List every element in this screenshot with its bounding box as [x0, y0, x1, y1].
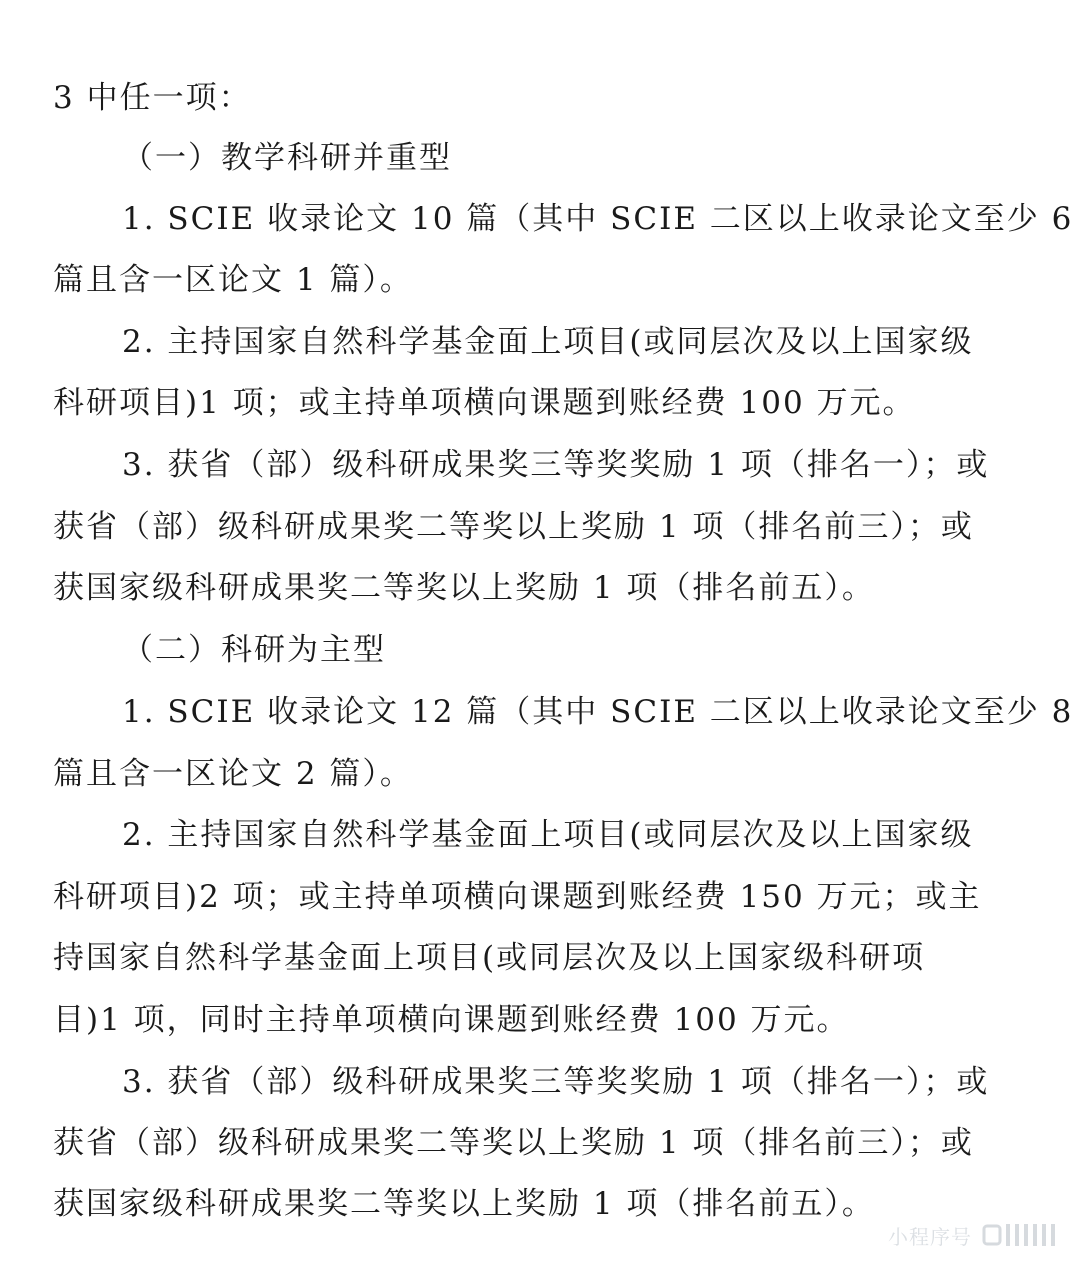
- type2-item1-line2: 篇且含一区论文 2 篇）。: [53, 756, 413, 792]
- type2-item2-line4: 目)1 项，同时主持单项横向课题到账经费 100 万元。: [53, 1002, 850, 1038]
- type2-item2-line3: 持国家自然科学基金面上项目(或同层次及以上国家级科研项: [53, 940, 926, 976]
- type2-item2-line1: 2. 主持国家自然科学基金面上项目(或同层次及以上国家级: [122, 817, 974, 853]
- type1-item3-line2: 获省（部）级科研成果奖二等奖以上奖励 1 项（排名前三）；或: [53, 509, 974, 545]
- watermark: [888, 1220, 1060, 1250]
- watermark-logo-icon: [982, 1220, 1060, 1250]
- type1-item2-line2: 科研项目)1 项；或主持单项横向课题到账经费 100 万元。: [53, 385, 916, 421]
- type2-item3-line3: 获国家级科研成果奖二等奖以上奖励 1 项（排名前五）。: [53, 1186, 875, 1222]
- type1-item3-line1: 3. 获省（部）级科研成果奖三等奖奖励 1 项（排名一）；或: [122, 447, 990, 483]
- type1-item3-line3: 获国家级科研成果奖二等奖以上奖励 1 项（排名前五）。: [53, 570, 875, 606]
- type1-heading: （一）教学科研并重型: [122, 140, 452, 176]
- type1-item1-line1: 1. SCIE 收录论文 10 篇（其中 SCIE 二区以上收录论文至少 6: [122, 201, 1074, 237]
- intro-line: 3 中任一项：: [53, 80, 252, 116]
- watermark-text: 小程序号: [888, 1224, 972, 1249]
- type2-item3-line1: 3. 获省（部）级科研成果奖三等奖奖励 1 项（排名一）；或: [122, 1064, 990, 1100]
- type2-heading: （二）科研为主型: [122, 632, 386, 668]
- type2-item1-line1: 1. SCIE 收录论文 12 篇（其中 SCIE 二区以上收录论文至少 8: [122, 694, 1074, 730]
- type2-item3-line2: 获省（部）级科研成果奖二等奖以上奖励 1 项（排名前三）；或: [53, 1125, 974, 1161]
- type1-item1-line2: 篇且含一区论文 1 篇）。: [53, 262, 413, 298]
- type2-item2-line2: 科研项目)2 项；或主持单项横向课题到账经费 150 万元；或主: [53, 879, 982, 915]
- type1-item2-line1: 2. 主持国家自然科学基金面上项目(或同层次及以上国家级: [122, 324, 974, 360]
